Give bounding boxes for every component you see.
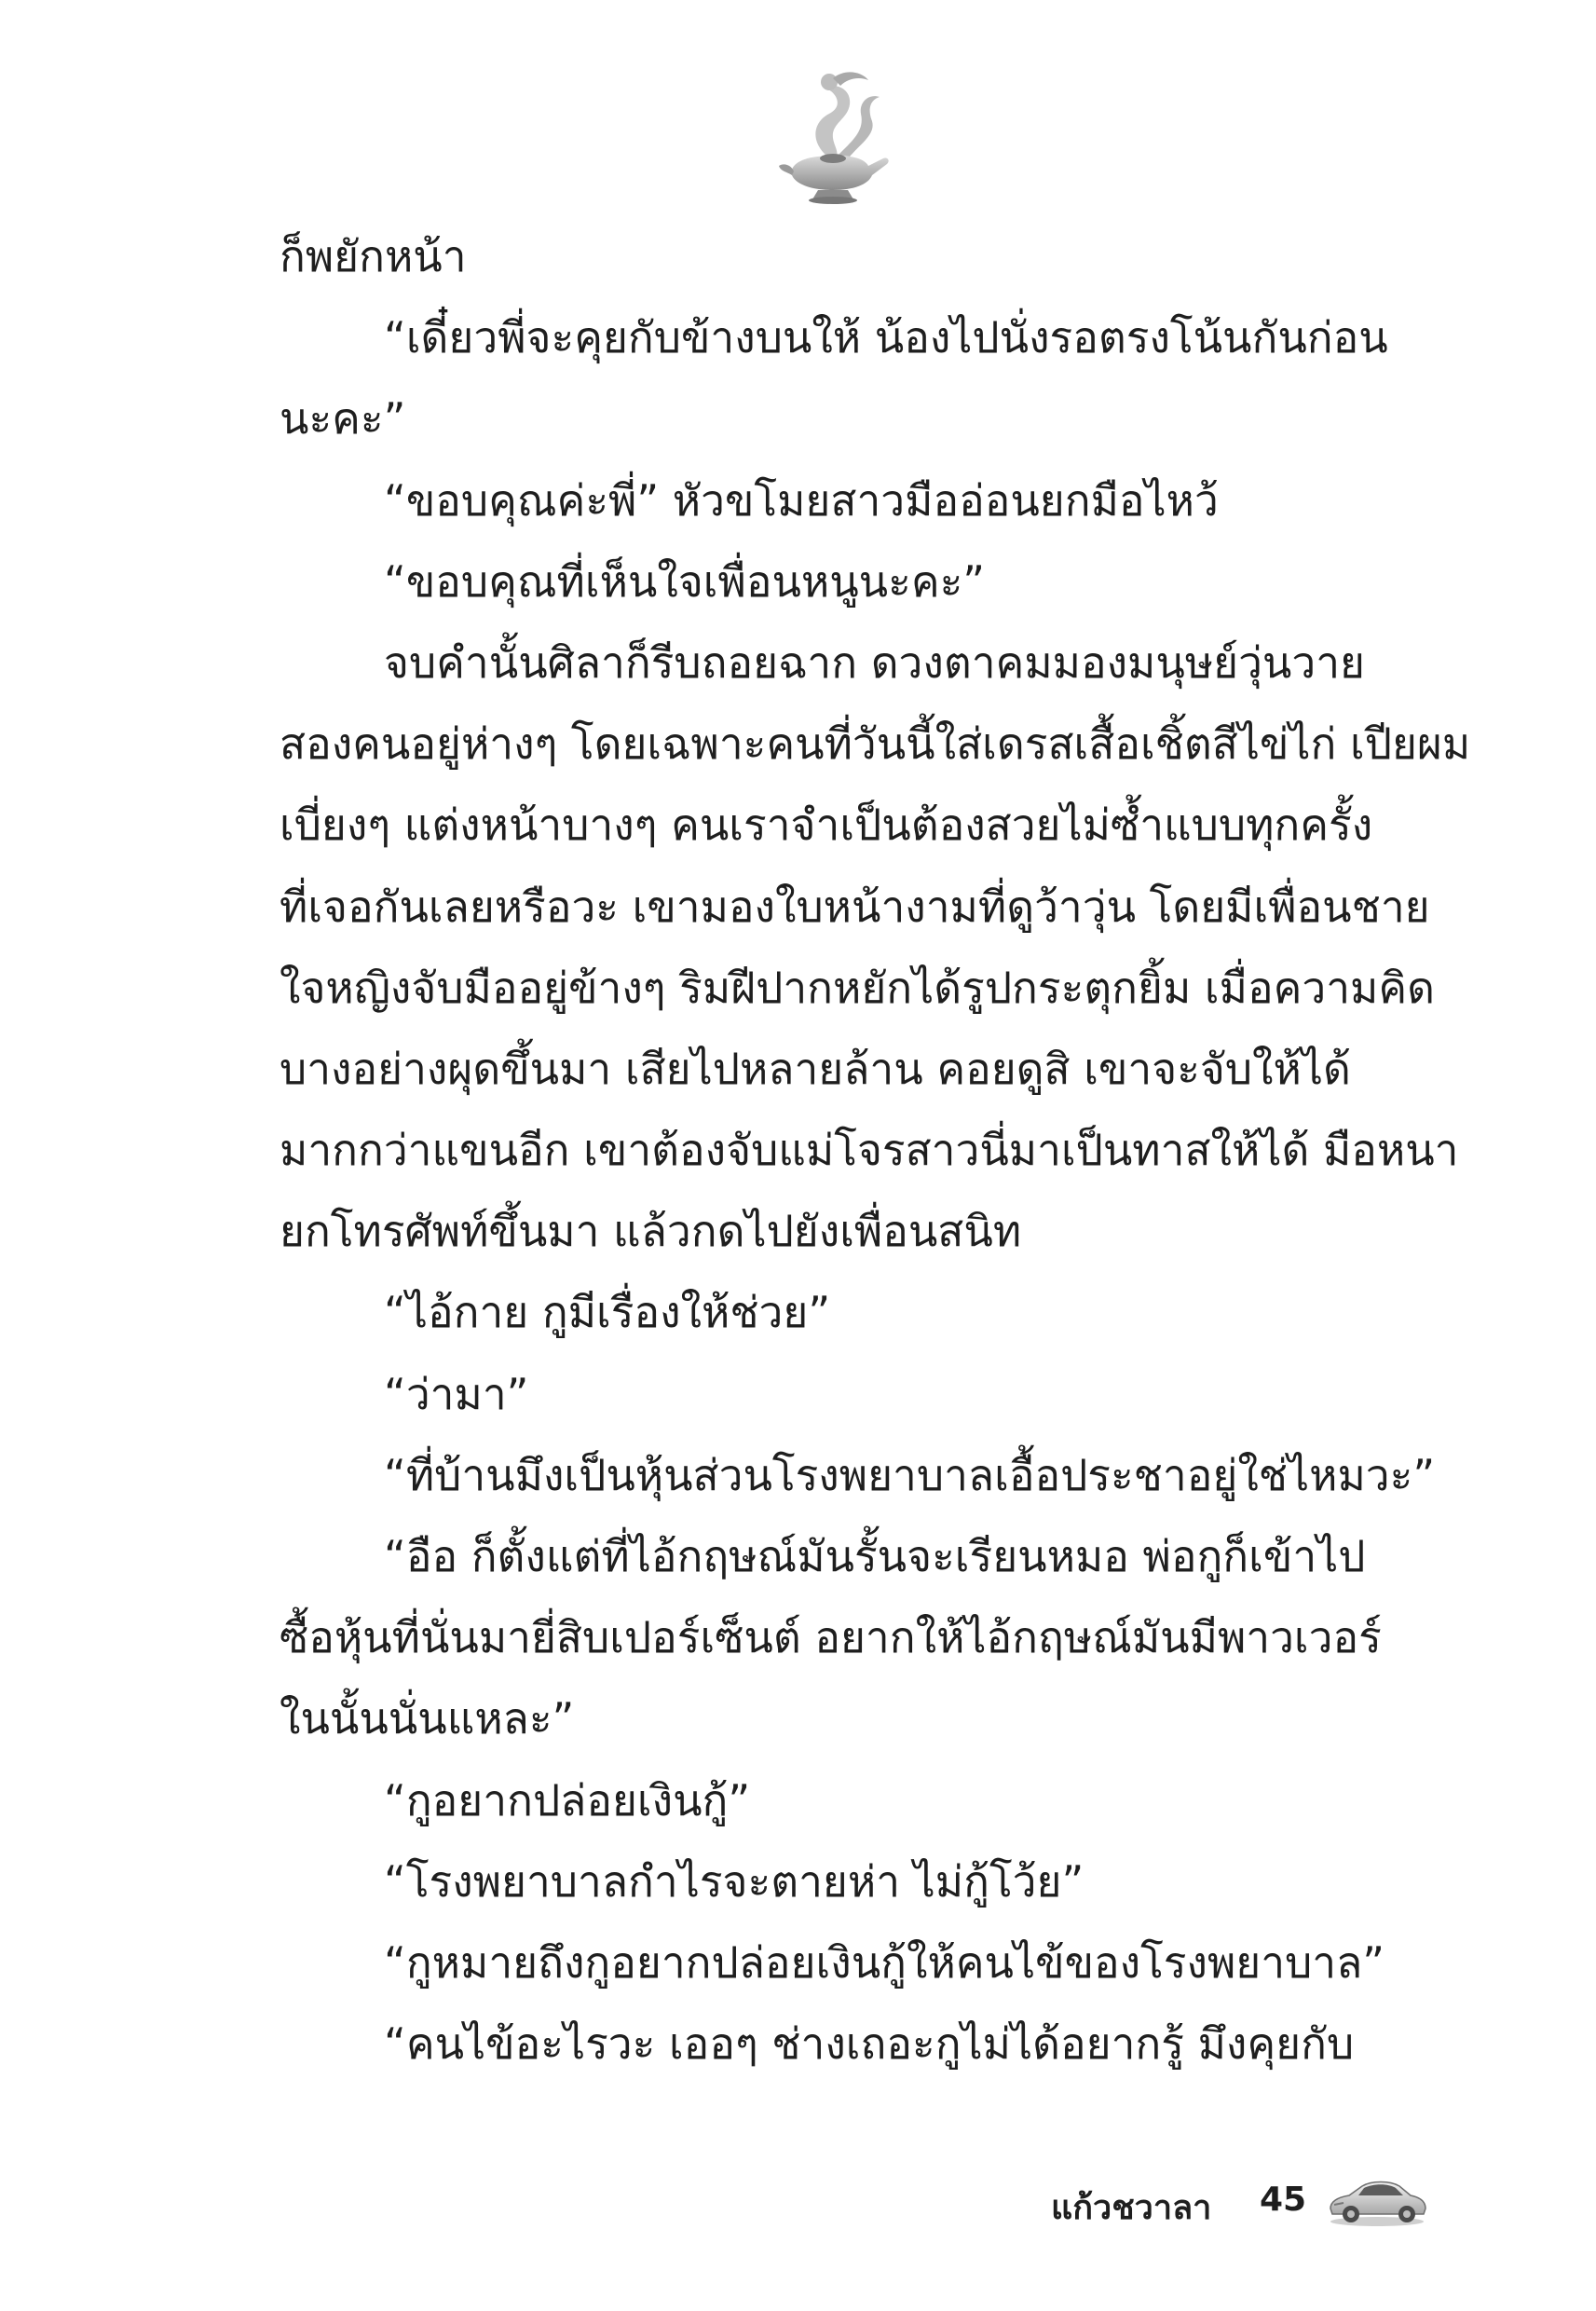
paragraph-line: “คนไข้อะไรวะ เออๆ ช่างเถอะกูไม่ได้อยากรู้ มึงคุยกับ (384, 2018, 1355, 2070)
paragraph-line: “อือ ก็ตั้งแต่ที่ไอ้กฤษณ์มันรั้นจะเรียนหมอ พ่อกูก็เข้าไป (384, 1531, 1366, 1581)
paragraph-line: นะคะ” (280, 393, 406, 444)
paragraph-line: ใจหญิงจับมืออยู่ข้างๆ ริมฝีปากหยักได้รูปกระตุกยิ้ม เมื่อความคิด (280, 962, 1436, 1013)
paragraph-line: บางอย่างผุดขึ้นมา เสียไปหลายล้าน คอยดูสิ เขาจะจับให้ได้ (280, 1043, 1351, 1094)
paragraph-line: สองคนอยู่ห่างๆ โดยเฉพาะคนที่วันนี้ใส่เดรสเสื้อเชิ้ตสีไข่ไก่ เปียผม (280, 718, 1471, 770)
genie-lamp-icon (771, 65, 893, 205)
paragraph-line: “ไอ้กาย กูมีเรื่องให้ช่วย” (384, 1287, 831, 1338)
paragraph-line: “ที่บ้านมึงเป็นหุ้นส่วนโรงพยาบาลเอื้อประชาอยู่ใช่ไหมวะ” (384, 1449, 1436, 1500)
body-text (280, 216, 1471, 2085)
paragraph-line: “เดี๋ยวพี่จะคุยกับข้างบนให้ น้องไปนั่งรอตรงโน้นกันก่อน (384, 312, 1388, 363)
paragraph-line: ในนั้นนั่นแหละ” (280, 1693, 575, 1744)
paragraph-line: ซื้อหุ้นที่นั่นมายี่สิบเปอร์เซ็นต์ อยากให้ไอ้กฤษณ์มันมีพาวเวอร์ (280, 1612, 1382, 1663)
page-footer (1006, 2164, 1435, 2238)
paragraph-line: “ว่ามา” (384, 1368, 529, 1419)
paragraph-line: “โรงพยาบาลกำไรจะตายห่า ไม่กู้โว้ย” (384, 1855, 1084, 1907)
paragraph-line: จบคำนั้นศิลาก็รีบถอยฉาก ดวงตาคมมองมนุษย์วุ่นวาย (384, 636, 1365, 688)
paragraph-line: ที่เจอกันเลยหรือวะ เขามองใบหน้างามที่ดูว้าวุ่น โดยมีเพื่อนชาย (280, 881, 1430, 932)
page-number: 45 (1260, 2181, 1307, 2219)
paragraph-line: เบี่ยงๆ แต่งหน้าบางๆ คนเราจำเป็นต้องสวยไม่ซ้ำแบบทุกครั้ง (280, 800, 1373, 851)
paragraph-line: “กูอยากปล่อยเงินกู้” (384, 1774, 751, 1826)
paragraph-line: “ขอบคุณที่เห็นใจเพื่อนหนูนะคะ” (384, 555, 986, 607)
paragraph-line: “ขอบคุณค่ะพี่” หัวขโมยสาวมืออ่อนยกมือไหว้ (384, 474, 1219, 526)
paragraph-line: ก็พยักหน้า (280, 231, 467, 281)
paragraph-line: มากกว่าแขนอีก เขาต้องจับแม่โจรสาวนี่มาเป็นทาสให้ได้ มือหนา (280, 1125, 1459, 1176)
book-title: แก้วชวาลา (1051, 2189, 1212, 2227)
paragraph-line: “กูหมายถึงกูอยากปล่อยเงินกู้ให้คนไข้ของโรงพยาบาล” (384, 1936, 1385, 1988)
sports-car-icon (1325, 2171, 1429, 2229)
paragraph-line: ยกโทรศัพท์ขึ้นมา แล้วกดไปยังเพื่อนสนิท (280, 1206, 1022, 1257)
